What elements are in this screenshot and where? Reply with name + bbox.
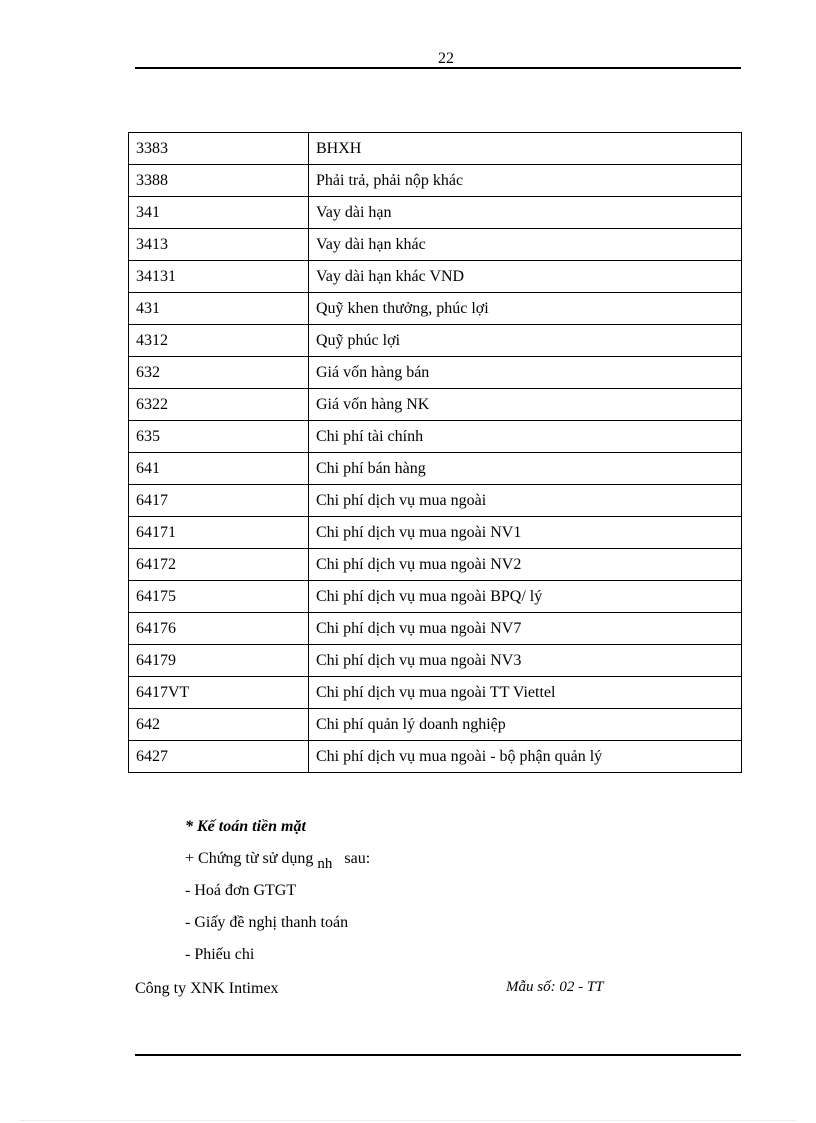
account-name: Chi phí dịch vụ mua ngoài BPQ/ lý	[309, 581, 742, 613]
account-name: Chi phí quản lý doanh nghiệp	[309, 709, 742, 741]
account-name: Vay dài hạn khác	[309, 229, 742, 261]
table-row	[129, 389, 742, 421]
account-code: 642	[129, 709, 309, 741]
account-name: Quỹ phúc lợi	[309, 325, 742, 357]
account-code: 632	[129, 357, 309, 389]
account-code: 341	[129, 197, 309, 229]
document-item: - Phiếu chi	[185, 946, 255, 963]
account-name: Vay dài hạn khác VND	[309, 261, 742, 293]
table-row	[129, 709, 742, 741]
intro-suffix: sau:	[344, 850, 371, 867]
section-heading: * Kế toán tiền mặt	[185, 818, 306, 835]
table-row	[129, 581, 742, 613]
company-name: Công ty XNK Intimex	[135, 980, 279, 997]
account-code: 6417	[129, 485, 309, 517]
account-code: 64172	[129, 549, 309, 581]
table-row	[129, 517, 742, 549]
table-row	[129, 133, 742, 165]
table-row	[129, 325, 742, 357]
account-code: 34131	[129, 261, 309, 293]
account-name: Giá vốn hàng bán	[309, 357, 742, 389]
account-code: 4312	[129, 325, 309, 357]
account-name: Chi phí dịch vụ mua ngoài - bộ phận quản lý	[309, 741, 742, 773]
table-row	[129, 229, 742, 261]
table-row	[129, 645, 742, 677]
account-code: 6427	[129, 741, 309, 773]
account-code: 64171	[129, 517, 309, 549]
footer-rule	[135, 1054, 741, 1056]
table-row	[129, 741, 742, 773]
account-name: Chi phí dịch vụ mua ngoài	[309, 485, 742, 517]
account-code: 3388	[129, 165, 309, 197]
account-name: Phải trả, phải nộp khác	[309, 165, 742, 197]
account-code: 431	[129, 293, 309, 325]
account-name: Chi phí dịch vụ mua ngoài NV7	[309, 613, 742, 645]
table-row	[129, 677, 742, 709]
table-row	[129, 549, 742, 581]
account-code: 64175	[129, 581, 309, 613]
account-name: Chi phí dịch vụ mua ngoài TT Viettel	[309, 677, 742, 709]
account-name: Giá vốn hàng NK	[309, 389, 742, 421]
document-item: - Hoá đơn GTGT	[185, 882, 297, 899]
intro-prefix: + Chứng từ sử dụng	[185, 850, 314, 867]
table-row	[129, 453, 742, 485]
account-code: 64176	[129, 613, 309, 645]
account-name: Chi phí dịch vụ mua ngoài NV2	[309, 549, 742, 581]
table-row	[129, 421, 742, 453]
accounts-table	[128, 132, 742, 773]
documents-intro	[185, 850, 371, 872]
form-number: Mẫu số: 02 - TT	[506, 979, 604, 995]
account-name: Quỹ khen thưởng, phúc lợi	[309, 293, 742, 325]
account-name: BHXH	[309, 133, 742, 165]
table-row	[129, 293, 742, 325]
intro-nh: nh	[317, 856, 333, 872]
table-row	[129, 165, 742, 197]
account-name: Vay dài hạn	[309, 197, 742, 229]
table-row	[129, 197, 742, 229]
account-name: Chi phí dịch vụ mua ngoài NV1	[309, 517, 742, 549]
account-name: Chi phí tài chính	[309, 421, 742, 453]
account-name: Chi phí bán hàng	[309, 453, 742, 485]
header-rule	[135, 67, 741, 69]
account-code: 6417VT	[129, 677, 309, 709]
document-item: - Giấy đề nghị thanh toán	[185, 914, 349, 931]
account-code: 3413	[129, 229, 309, 261]
account-code: 64179	[129, 645, 309, 677]
page-edge-divider	[20, 1120, 796, 1121]
account-code: 641	[129, 453, 309, 485]
table-row	[129, 357, 742, 389]
account-code: 635	[129, 421, 309, 453]
table-row	[129, 613, 742, 645]
table-row	[129, 485, 742, 517]
account-name: Chi phí dịch vụ mua ngoài NV3	[309, 645, 742, 677]
account-code: 6322	[129, 389, 309, 421]
page-number: 22	[438, 50, 454, 67]
account-code: 3383	[129, 133, 309, 165]
table-row	[129, 261, 742, 293]
